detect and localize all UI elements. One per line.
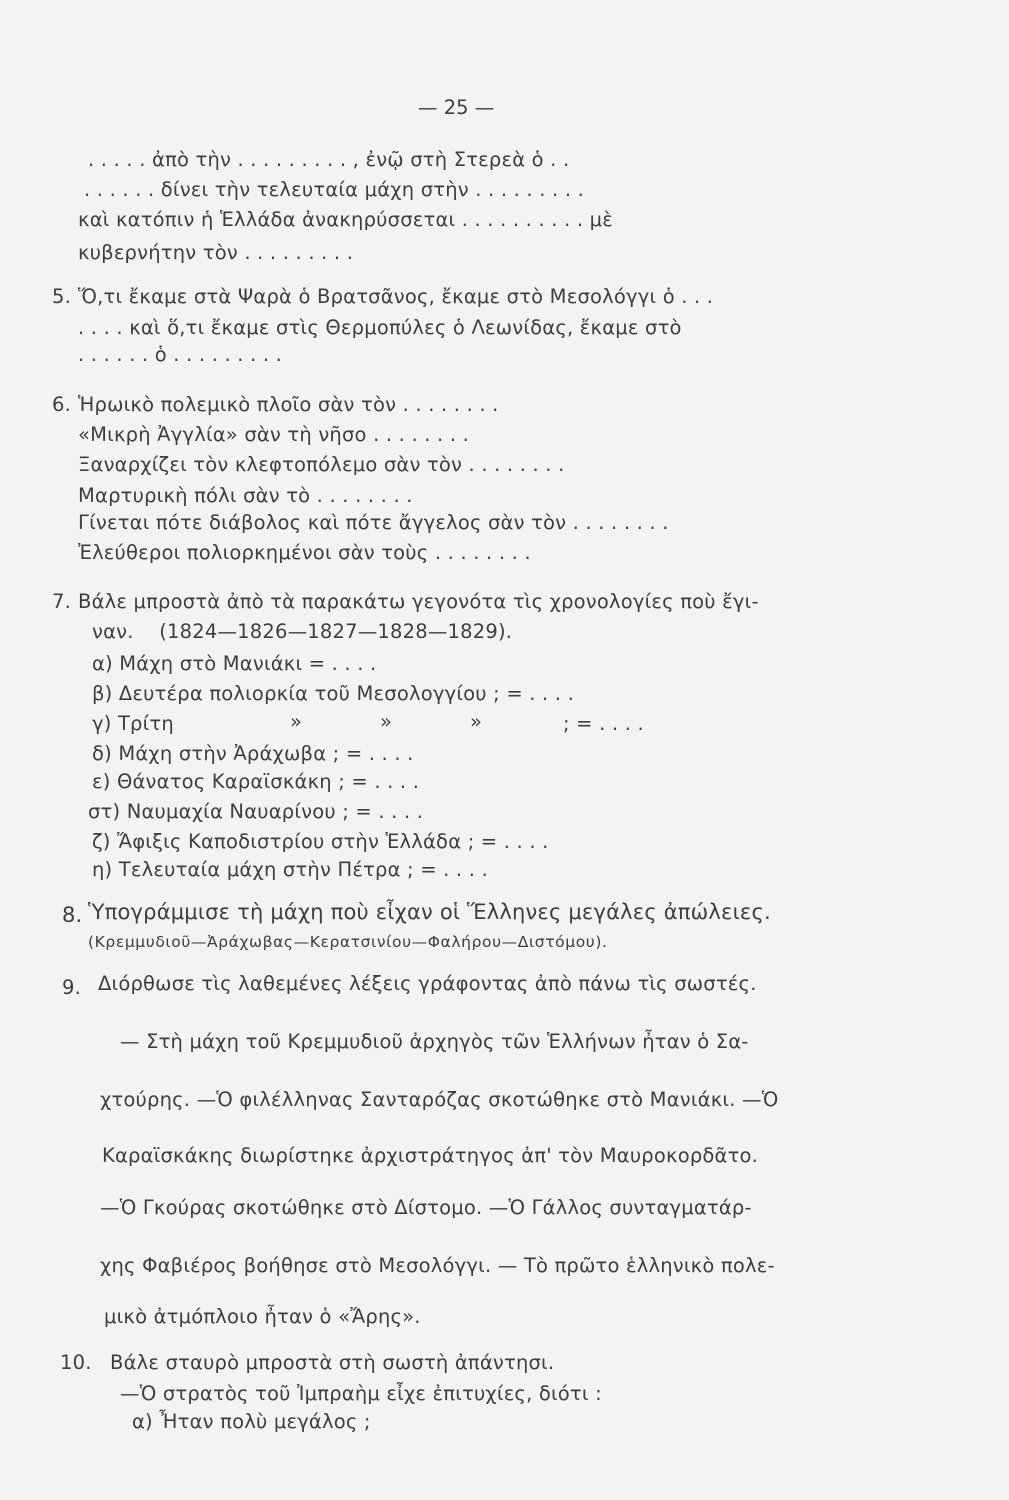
text-line: α) Μάχη στὸ Μανιάκι = . . . . xyxy=(92,652,377,675)
text-line: Διόρθωσε τὶς λαθεμένες λέξεις γράφοντας ἀπὸ πάνω τὶς σωστές. xyxy=(98,972,757,995)
text-line: α) Ἦταν πολὺ μεγάλος ; xyxy=(132,1410,371,1433)
item-number: 7. xyxy=(52,590,72,613)
text-line: —Ὁ Γκούρας σκοτώθηκε στὸ Δίστομο. —Ὁ Γάλλος συνταγματάρ- xyxy=(100,1196,752,1219)
text-line: Βάλε σταυρὸ μπροστὰ στὴ σωστὴ ἀπάντησι. xyxy=(110,1351,555,1374)
text-line: — Στὴ μάχη τοῦ Κρεμμυδιοῦ ἀρχηγὸς τῶν Ἑλλήνων ἦταν ὁ Σα- xyxy=(120,1030,749,1053)
text-line: χτούρης. —Ὁ φιλέλληνας Σανταρόζας σκοτώθηκε στὸ Μανιάκι. —Ὁ xyxy=(100,1088,779,1111)
text-line: καὶ κατόπιν ἡ Ἑλλάδα ἀνακηρύσσεται . . . . . . . . . . μὲ xyxy=(78,208,614,231)
text-line: Ὑπογράμμισε τὴ μάχη ποὺ εἶχαν οἱ Ἕλληνες μεγάλες ἀπώλειες. xyxy=(88,900,771,924)
ditto-mark: » xyxy=(290,710,303,733)
text-line: . . . . . . δίνει τὴν τελευταία μάχη στὴν . . . . . . . . . xyxy=(84,178,585,201)
text-line: —Ὁ στρατὸς τοῦ Ἰμπραὴμ εἶχε ἐπιτυχίες, διότι : xyxy=(120,1382,602,1405)
text-line: η) Τελευταία μάχη στὴν Πέτρα ; = . . . . xyxy=(92,858,488,881)
page-number: — 25 — xyxy=(418,96,495,119)
ditto-mark: » xyxy=(470,710,483,733)
text-line: χης Φαβιέρος βοήθησε στὸ Μεσολόγγι. — Τὸ πρῶτο ἑλληνικὸ πολε- xyxy=(100,1254,775,1277)
item-number: 10. xyxy=(60,1351,92,1374)
text-line: δ) Μάχη στὴν Ἀράχωβα ; = . . . . xyxy=(92,742,414,765)
text-line: . . . . . . ὁ . . . . . . . . . xyxy=(78,343,283,366)
text-line: στ) Ναυμαχία Ναυαρίνου ; = . . . . xyxy=(88,800,424,823)
text-line: ναν. (1824—1826—1827—1828—1829). xyxy=(92,620,513,643)
ditto-mark: » xyxy=(380,710,393,733)
text-line: Ἐλεύθεροι πολιορκημένοι σὰν τοὺς . . . . . . . . xyxy=(78,541,531,564)
text-line: «Μικρὴ Ἀγγλία» σὰν τὴ νῆσο . . . . . . . . xyxy=(78,423,470,446)
text-line: Ἡρωικὸ πολεμικὸ πλοῖο σὰν τὸν . . . . . . . . xyxy=(78,393,499,416)
text-line: Ξαναρχίζει τὸν κλεφτοπόλεμο σὰν τὸν . . . . . . . . xyxy=(78,453,565,476)
text-line: κυβερνήτην τὸν . . . . . . . . . xyxy=(78,241,354,264)
text-line: (Κρεμμυδιοῦ—Ἀράχωβας—Κερατσινίου—Φαλήρου—Διστόμου). xyxy=(88,933,608,951)
text-line: ζ) Ἄφιξις Καποδιστρίου στὴν Ἑλλάδα ; = . . . . xyxy=(92,830,549,853)
text-line: Γίνεται πότε διάβολος καὶ πότε ἄγγελος σὰν τὸν . . . . . . . . xyxy=(78,511,669,534)
item-number: 6. xyxy=(52,393,72,416)
text-line: Ὅ,τι ἔκαμε στὰ Ψαρὰ ὁ Βρατσᾶνος, ἔκαμε στὸ Μεσολόγγι ὁ . . . xyxy=(78,285,714,308)
text-line: μικὸ ἀτμόπλοιο ἦταν ὁ «Ἄρης». xyxy=(104,1305,421,1328)
text-line: . . . . . ἀπὸ τὴν . . . . . . . . . , ἐνῷ στὴ Στερεὰ ὁ . . xyxy=(88,148,570,171)
text-line: . . . . καὶ ὅ,τι ἔκαμε στὶς Θερμοπύλες ὁ Λεωνίδας, ἔκαμε στὸ xyxy=(78,316,682,339)
text-line: Βάλε μπροστὰ ἀπὸ τὰ παρακάτω γεγονότα τὶς χρονολογίες ποὺ ἔγι- xyxy=(78,590,759,613)
text-line: ; = . . . . xyxy=(563,712,644,735)
item-number: 5. xyxy=(52,285,72,308)
text-line: β) Δευτέρα πολιορκία τοῦ Μεσολογγίου ; = . . . . xyxy=(92,682,575,705)
text-line: γ) Τρίτη xyxy=(92,712,174,735)
text-line: Μαρτυρικὴ πόλι σὰν τὸ . . . . . . . . xyxy=(78,484,413,507)
text-line: Καραϊσκάκης διωρίστηκε ἀρχιστράτηγος ἀπ' τὸν Μαυροκορδᾶτο. xyxy=(102,1144,759,1167)
item-number: 8. xyxy=(62,903,83,927)
item-number: 9. xyxy=(62,976,82,999)
text-line: ε) Θάνατος Καραϊσκάκη ; = . . . . xyxy=(92,770,420,793)
